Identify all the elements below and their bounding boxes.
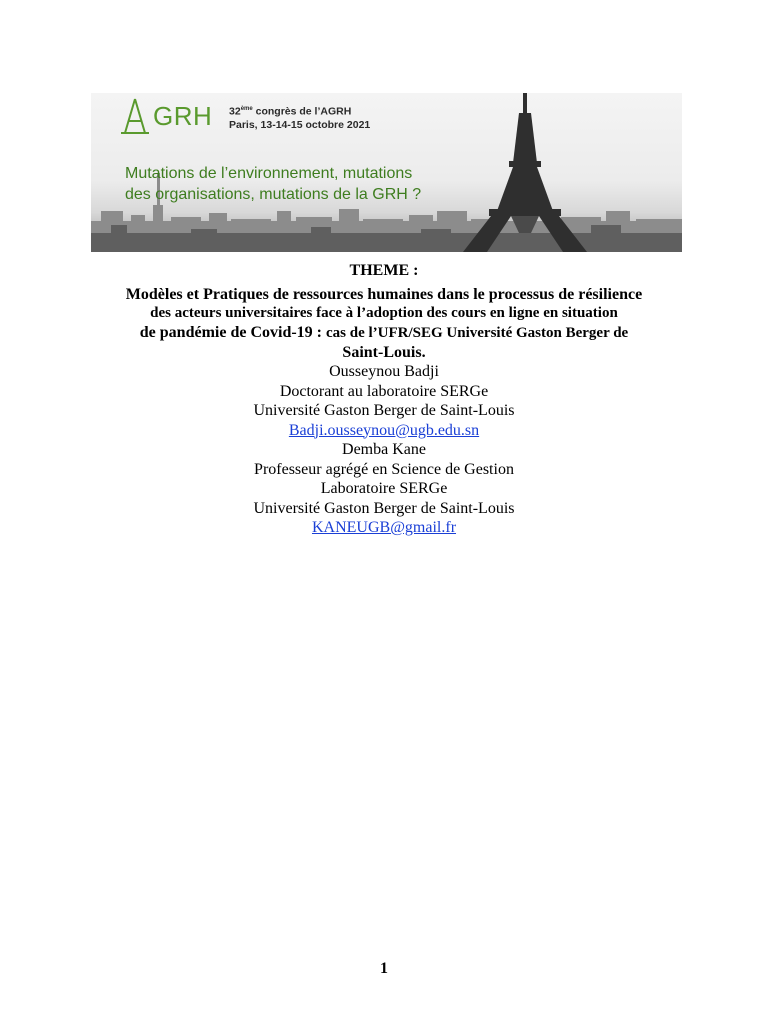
title-line-1: Modèles et Pratiques de ressources humaines dans le processus de résilience bbox=[125, 286, 643, 303]
congress-info bbox=[229, 103, 370, 132]
banner-headline bbox=[125, 163, 485, 205]
author2-role: Professeur agrégé en Science de Gestion bbox=[254, 460, 514, 478]
author1-role: Doctorant au laboratoire SERGe bbox=[279, 382, 489, 400]
author2-affiliation: Université Gaston Berger de Saint-Louis bbox=[253, 499, 515, 517]
paper-title bbox=[84, 285, 684, 362]
headline-line-1: Mutations de l’environnement, mutations bbox=[125, 165, 413, 182]
title-page-content bbox=[0, 258, 768, 538]
author1-affiliation: Université Gaston Berger de Saint-Louis bbox=[253, 402, 515, 419]
title-line-3: de pandémie de Covid-19 : cas de l’UFR/SEG Université Gaston Berger de bbox=[139, 324, 629, 341]
congress-dates: Paris, 13-14-15 octobre 2021 bbox=[229, 118, 371, 131]
author2-name: Demba Kane bbox=[342, 441, 426, 458]
author1-email-link[interactable]: Badji.ousseynou@ugb.edu.sn bbox=[288, 421, 480, 439]
author1-name: Ousseynou Badji bbox=[329, 363, 439, 380]
author2-lab: Laboratoire SERGe bbox=[320, 480, 448, 497]
congress-edition: 32ème congrès de l’AGRH bbox=[229, 105, 352, 118]
title-line-2: des acteurs universitaires face à l’adoption des cours en ligne en situation bbox=[150, 305, 618, 321]
author2-email-link[interactable]: KANEUGB@gmail.fr bbox=[311, 519, 457, 536]
headline-line-2: des organisations, mutations de la GRH ? bbox=[125, 186, 422, 203]
page-number: 1 bbox=[380, 960, 388, 977]
theme-label: THEME : bbox=[349, 262, 419, 279]
conference-banner bbox=[91, 93, 682, 252]
title-line-4: Saint-Louis. bbox=[342, 344, 426, 361]
agrh-logo-text: GRH bbox=[153, 101, 213, 131]
